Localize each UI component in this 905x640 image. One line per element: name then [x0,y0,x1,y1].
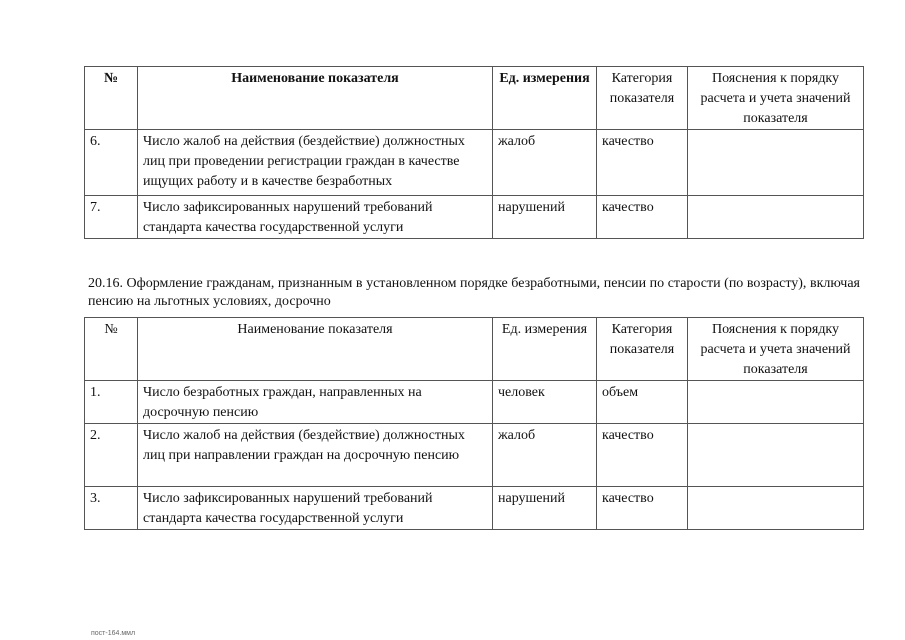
header-name: Наименование показателя [138,67,493,130]
header-name: Наименование показателя [138,318,493,381]
row-category: качество [597,130,688,196]
table-row [85,487,864,530]
row-unit: человек [493,381,597,424]
row-unit: жалоб [493,424,597,487]
table-row [85,130,864,196]
row-unit: жалоб [493,130,597,196]
header-explanation: Пояснения к порядку расчета и учета значений показателя [688,318,864,381]
table-row [85,424,864,487]
header-category: Категория показателя [597,67,688,130]
row-num: 3. [85,487,138,530]
header-unit: Ед. измерения [493,318,597,381]
row-explanation [688,196,864,239]
row-num: 2. [85,424,138,487]
header-num: № [85,318,138,381]
row-name: Число жалоб на действия (бездействие) должностных лиц при направлении граждан на досрочную пенсию [138,424,493,487]
header-explanation: Пояснения к порядку расчета и учета значений показателя [688,67,864,130]
header-category: Категория показателя [597,318,688,381]
row-explanation [688,424,864,487]
table-header-row [85,67,864,130]
row-category: качество [597,196,688,239]
row-name: Число жалоб на действия (бездействие) должностных лиц при проведении регистрации граждан в качестве ищущих работу и в качестве безработных [138,130,493,196]
table-row [85,196,864,239]
row-category: объем [597,381,688,424]
row-unit: нарушений [493,487,597,530]
header-unit: Ед. измерения [493,67,597,130]
row-num: 7. [85,196,138,239]
row-explanation [688,487,864,530]
row-explanation [688,130,864,196]
row-name: Число зафиксированных нарушений требований стандарта качества государственной услуги [138,487,493,530]
row-name: Число зафиксированных нарушений требований стандарта качества государственной услуги [138,196,493,239]
row-category: качество [597,424,688,487]
header-num: № [85,67,138,130]
table-row [85,381,864,424]
row-num: 1. [85,381,138,424]
row-name: Число безработных граждан, направленных на досрочную пенсию [138,381,493,424]
section-heading: 20.16. Оформление гражданам, признанным в установленном порядке безработными, пенсии по старости (по возрасту), включая пенсию на льготных условиях, досрочно [88,276,860,309]
row-category: качество [597,487,688,530]
row-num: 6. [85,130,138,196]
indicators-table-top [84,66,864,239]
row-unit: нарушений [493,196,597,239]
footer-file-mark: пост-164.ммл [91,630,136,637]
indicators-table-bottom [84,317,864,530]
row-explanation [688,381,864,424]
table-header-row [85,318,864,381]
